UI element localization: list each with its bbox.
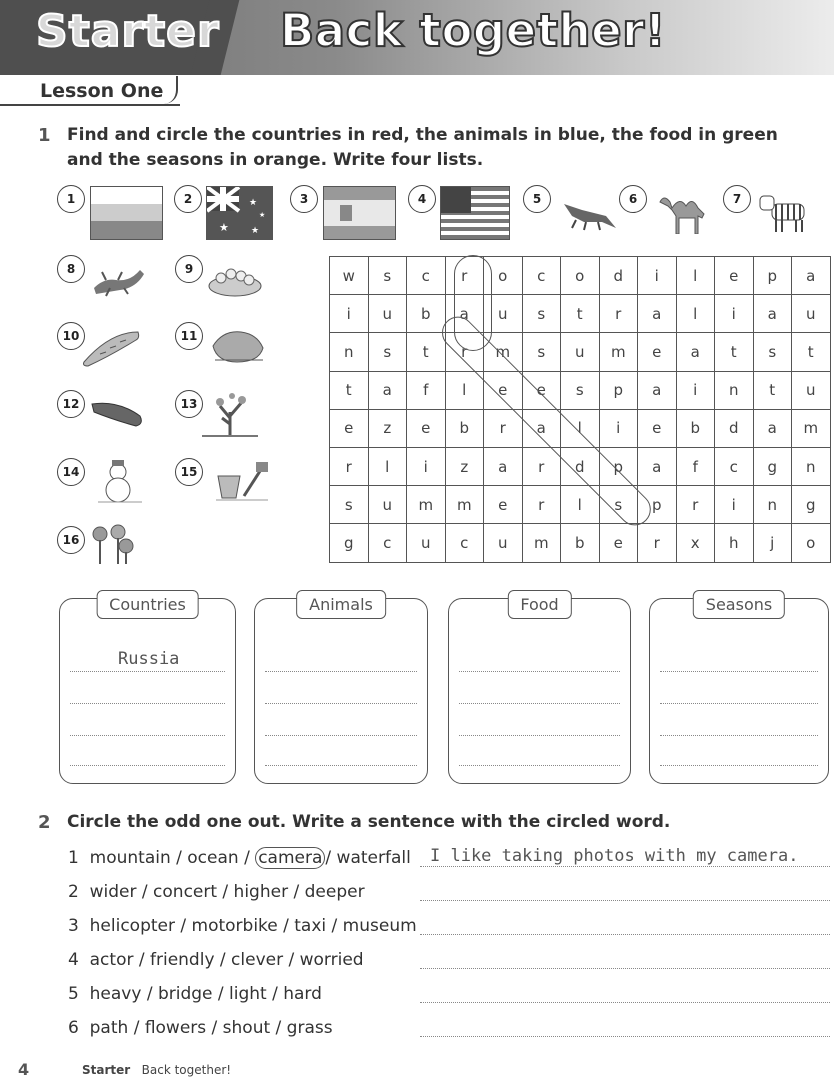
grid-letter[interactable]: e bbox=[599, 524, 638, 562]
grid-letter[interactable]: m bbox=[792, 409, 831, 447]
item-number: 16 bbox=[57, 526, 85, 554]
camel-icon bbox=[656, 188, 712, 238]
item-number: 1 bbox=[68, 848, 79, 868]
grid-letter[interactable]: x bbox=[676, 524, 715, 562]
grid-letter[interactable]: u bbox=[484, 295, 523, 333]
grid-letter[interactable]: a bbox=[445, 295, 484, 333]
grid-letter[interactable]: t bbox=[561, 295, 600, 333]
svg-text:★: ★ bbox=[219, 221, 229, 234]
item-number: 9 bbox=[175, 255, 203, 283]
answer-line[interactable] bbox=[265, 765, 417, 766]
grid-letter[interactable]: n bbox=[715, 371, 754, 409]
beach-bucket-icon bbox=[214, 458, 270, 508]
unit-label: Starter bbox=[36, 6, 220, 57]
food-box bbox=[448, 595, 631, 784]
item-number: 7 bbox=[723, 185, 751, 213]
grid-letter[interactable]: l bbox=[368, 447, 407, 485]
grid-letter[interactable]: i bbox=[599, 409, 638, 447]
q2-item-4 bbox=[68, 950, 364, 970]
grid-letter[interactable]: s bbox=[753, 333, 792, 371]
grid-letter[interactable]: j bbox=[753, 524, 792, 562]
grid-letter[interactable]: d bbox=[599, 257, 638, 295]
item-words: actor / friendly / clever / worried bbox=[89, 950, 364, 970]
q2-item-1 bbox=[68, 848, 411, 868]
grid-letter[interactable]: r bbox=[484, 409, 523, 447]
answer-line[interactable] bbox=[420, 968, 830, 969]
grid-letter[interactable]: l bbox=[445, 371, 484, 409]
grid-letter[interactable]: b bbox=[676, 409, 715, 447]
grid-row bbox=[330, 371, 831, 409]
answer-line[interactable] bbox=[420, 866, 830, 867]
circled-word: camera bbox=[255, 847, 325, 869]
item-number: 5 bbox=[523, 185, 551, 213]
item-words-end: / waterfall bbox=[325, 848, 411, 868]
grid-letter[interactable]: s bbox=[522, 295, 561, 333]
answer-line[interactable] bbox=[660, 735, 818, 736]
page-title: Back together! bbox=[280, 4, 666, 57]
answer-line[interactable] bbox=[660, 703, 818, 704]
grid-letter[interactable]: u bbox=[368, 295, 407, 333]
item-number: 13 bbox=[175, 390, 203, 418]
grid-letter[interactable]: z bbox=[445, 447, 484, 485]
russia-flag-icon bbox=[90, 186, 163, 240]
grid-letter[interactable]: c bbox=[368, 524, 407, 562]
grid-letter[interactable]: h bbox=[715, 524, 754, 562]
svg-text:★: ★ bbox=[249, 198, 258, 208]
item-number: 12 bbox=[57, 390, 85, 418]
answer-line[interactable] bbox=[459, 765, 620, 766]
grid-letter[interactable]: t bbox=[407, 333, 446, 371]
grid-letter[interactable]: p bbox=[599, 371, 638, 409]
grid-letter[interactable]: s bbox=[368, 257, 407, 295]
answer-line[interactable] bbox=[459, 671, 620, 672]
grid-letter[interactable]: l bbox=[676, 257, 715, 295]
q2-item-3 bbox=[68, 916, 417, 936]
item-words: mountain / ocean / bbox=[89, 848, 256, 868]
grid-letter[interactable]: b bbox=[407, 295, 446, 333]
grid-letter[interactable]: t bbox=[792, 333, 831, 371]
grid-letter[interactable]: i bbox=[715, 486, 754, 524]
grid-letter[interactable]: o bbox=[561, 257, 600, 295]
page-number: 4 bbox=[18, 1060, 30, 1079]
lizard-icon bbox=[90, 258, 148, 304]
item-number: 6 bbox=[619, 185, 647, 213]
grid-letter[interactable]: a bbox=[753, 409, 792, 447]
grid-letter[interactable]: b bbox=[561, 524, 600, 562]
grid-row bbox=[330, 295, 831, 333]
grid-letter[interactable]: r bbox=[676, 486, 715, 524]
seasons-box bbox=[649, 595, 829, 784]
grid-letter[interactable]: p bbox=[599, 447, 638, 485]
grid-letter[interactable]: a bbox=[753, 295, 792, 333]
grid-letter[interactable]: a bbox=[484, 447, 523, 485]
grid-letter[interactable]: g bbox=[330, 524, 369, 562]
grid-letter[interactable]: z bbox=[368, 409, 407, 447]
grid-letter[interactable]: w bbox=[330, 257, 369, 295]
box-title: Food bbox=[507, 590, 571, 619]
answer-line[interactable] bbox=[660, 671, 818, 672]
bread-icon bbox=[80, 326, 142, 372]
grid-letter[interactable]: o bbox=[792, 524, 831, 562]
grid-letter[interactable]: s bbox=[522, 333, 561, 371]
crocodile-icon bbox=[562, 192, 618, 236]
answer-line[interactable] bbox=[265, 703, 417, 704]
grid-letter[interactable]: c bbox=[407, 257, 446, 295]
item-number: 2 bbox=[174, 185, 202, 213]
grid-letter[interactable]: a bbox=[638, 295, 677, 333]
answer-line[interactable] bbox=[660, 765, 818, 766]
answer-line[interactable] bbox=[420, 900, 830, 901]
grid-letter[interactable]: p bbox=[638, 486, 677, 524]
grid-letter[interactable]: r bbox=[330, 447, 369, 485]
grid-letter[interactable]: u bbox=[484, 524, 523, 562]
grid-letter[interactable]: u bbox=[792, 371, 831, 409]
animals-box bbox=[254, 595, 428, 784]
answer-line[interactable] bbox=[70, 765, 225, 766]
answer-line[interactable] bbox=[459, 703, 620, 704]
item-words: helicopter / motorbike / taxi / museum bbox=[89, 916, 417, 936]
grid-letter[interactable]: i bbox=[330, 295, 369, 333]
example-sentence: I like taking photos with my camera. bbox=[430, 846, 799, 866]
item-number: 3 bbox=[290, 185, 318, 213]
footer-unit: Starter bbox=[82, 1063, 131, 1077]
grid-letter[interactable]: d bbox=[561, 447, 600, 485]
answer-line[interactable] bbox=[265, 735, 417, 736]
q2-item-5 bbox=[68, 984, 322, 1004]
item-words: wider / concert / higher / deeper bbox=[89, 882, 365, 902]
grid-letter[interactable]: s bbox=[330, 486, 369, 524]
answer-line[interactable] bbox=[459, 735, 620, 736]
answer-line[interactable] bbox=[420, 1036, 830, 1037]
answer-line[interactable] bbox=[265, 671, 417, 672]
grid-letter[interactable]: i bbox=[407, 447, 446, 485]
grid-letter[interactable]: s bbox=[561, 371, 600, 409]
question-1-instruction bbox=[67, 123, 778, 173]
zebra-icon bbox=[758, 190, 814, 240]
grid-letter[interactable]: l bbox=[561, 486, 600, 524]
grid-letter[interactable]: t bbox=[330, 371, 369, 409]
grid-letter[interactable]: r bbox=[445, 257, 484, 295]
grid-letter[interactable]: a bbox=[676, 333, 715, 371]
grid-letter[interactable]: n bbox=[330, 333, 369, 371]
countries-box bbox=[59, 595, 236, 784]
grid-letter[interactable]: a bbox=[368, 371, 407, 409]
question-1-line-2: and the seasons in orange. Write four lists. bbox=[67, 150, 484, 170]
answer-line[interactable] bbox=[420, 934, 830, 935]
grid-letter[interactable]: u bbox=[407, 524, 446, 562]
lesson-underline bbox=[0, 104, 180, 106]
item-number: 4 bbox=[68, 950, 79, 970]
grid-letter[interactable]: e bbox=[522, 371, 561, 409]
grid-letter[interactable]: e bbox=[330, 409, 369, 447]
grid-letter[interactable]: c bbox=[522, 257, 561, 295]
grid-letter[interactable]: n bbox=[792, 447, 831, 485]
grid-row bbox=[330, 333, 831, 371]
grid-letter[interactable]: o bbox=[484, 257, 523, 295]
grid-row bbox=[330, 524, 831, 562]
box-title: Countries bbox=[96, 590, 199, 619]
grid-letter[interactable]: u bbox=[561, 333, 600, 371]
cucumber-icon bbox=[90, 394, 146, 434]
grid-letter[interactable]: e bbox=[638, 409, 677, 447]
australia-flag-icon bbox=[206, 186, 273, 240]
question-1-line-1: Find and circle the countries in red, the animals in blue, the food in green bbox=[67, 125, 778, 145]
grid-letter[interactable]: u bbox=[792, 295, 831, 333]
flowers-icon bbox=[90, 524, 136, 572]
grid-letter[interactable]: i bbox=[676, 371, 715, 409]
grid-letter[interactable]: r bbox=[522, 447, 561, 485]
grid-letter[interactable]: m bbox=[522, 524, 561, 562]
grid-letter[interactable]: t bbox=[715, 333, 754, 371]
svg-text:★: ★ bbox=[259, 211, 266, 219]
item-number: 3 bbox=[68, 916, 79, 936]
snowman-icon bbox=[96, 458, 144, 508]
grid-letter[interactable]: i bbox=[638, 257, 677, 295]
grid-letter[interactable]: f bbox=[407, 371, 446, 409]
grid-letter[interactable]: s bbox=[368, 333, 407, 371]
grid-letter[interactable]: m bbox=[484, 333, 523, 371]
question-2-number: 2 bbox=[38, 812, 51, 833]
grid-letter[interactable]: c bbox=[445, 524, 484, 562]
grid-letter[interactable]: u bbox=[368, 486, 407, 524]
grid-letter[interactable]: e bbox=[715, 257, 754, 295]
grid-letter[interactable]: d bbox=[715, 409, 754, 447]
grid-letter[interactable]: r bbox=[522, 486, 561, 524]
footer-title: Back together! bbox=[141, 1063, 232, 1077]
svg-text:★: ★ bbox=[251, 226, 260, 236]
answer-line[interactable] bbox=[70, 735, 225, 736]
box-title: Animals bbox=[296, 590, 386, 619]
grid-letter[interactable]: g bbox=[792, 486, 831, 524]
grid-letter[interactable]: m bbox=[599, 333, 638, 371]
grid-letter[interactable]: r bbox=[638, 524, 677, 562]
grid-letter[interactable]: e bbox=[407, 409, 446, 447]
item-number: 5 bbox=[68, 984, 79, 1004]
grid-row bbox=[330, 257, 831, 295]
question-1-number: 1 bbox=[38, 125, 51, 146]
item-number: 15 bbox=[175, 458, 203, 486]
box-example-answer: Russia bbox=[118, 649, 180, 669]
grid-letter[interactable]: s bbox=[599, 486, 638, 524]
question-2-instruction: Circle the odd one out. Write a sentence with the circled word. bbox=[67, 812, 671, 832]
item-number: 14 bbox=[57, 458, 85, 486]
word-search-grid bbox=[329, 256, 831, 563]
spain-flag-icon bbox=[323, 186, 396, 240]
grid-letter[interactable]: a bbox=[638, 447, 677, 485]
answer-line[interactable] bbox=[420, 1002, 830, 1003]
usa-flag-icon bbox=[440, 186, 510, 240]
grid-letter[interactable]: n bbox=[753, 486, 792, 524]
grid-letter[interactable]: i bbox=[715, 295, 754, 333]
item-words: heavy / bridge / light / hard bbox=[89, 984, 322, 1004]
box-title: Seasons bbox=[693, 590, 785, 619]
grid-letter[interactable]: c bbox=[715, 447, 754, 485]
grid-letter[interactable]: m bbox=[445, 486, 484, 524]
grid-letter[interactable]: e bbox=[638, 333, 677, 371]
grid-letter[interactable]: p bbox=[753, 257, 792, 295]
grid-letter[interactable]: t bbox=[753, 371, 792, 409]
grid-letter[interactable]: a bbox=[638, 371, 677, 409]
grid-letter[interactable]: l bbox=[676, 295, 715, 333]
grid-letter[interactable]: r bbox=[445, 333, 484, 371]
answer-line[interactable] bbox=[70, 703, 225, 704]
item-number: 1 bbox=[57, 185, 85, 213]
item-words: path / flowers / shout / grass bbox=[89, 1018, 333, 1038]
grid-letter[interactable]: m bbox=[407, 486, 446, 524]
grid-letter[interactable]: e bbox=[484, 486, 523, 524]
item-number: 6 bbox=[68, 1018, 79, 1038]
item-number: 2 bbox=[68, 882, 79, 902]
grid-letter[interactable]: e bbox=[484, 371, 523, 409]
item-number: 8 bbox=[57, 255, 85, 283]
item-number: 10 bbox=[57, 322, 85, 350]
item-number: 11 bbox=[175, 322, 203, 350]
item-number: 4 bbox=[408, 185, 436, 213]
grid-letter[interactable]: g bbox=[753, 447, 792, 485]
grid-letter[interactable]: b bbox=[445, 409, 484, 447]
q2-item-2 bbox=[68, 882, 365, 902]
grid-letter[interactable]: f bbox=[676, 447, 715, 485]
meat-icon bbox=[207, 326, 269, 374]
answer-line[interactable] bbox=[70, 671, 225, 672]
grid-row bbox=[330, 486, 831, 524]
grid-letter[interactable]: r bbox=[599, 295, 638, 333]
grid-letter[interactable]: a bbox=[522, 409, 561, 447]
q2-item-6 bbox=[68, 1018, 333, 1038]
grid-letter[interactable]: l bbox=[561, 409, 600, 447]
footer-text bbox=[82, 1063, 231, 1077]
popcorn-icon bbox=[207, 260, 263, 304]
lesson-label: Lesson One bbox=[40, 80, 164, 102]
autumn-tree-icon bbox=[200, 388, 260, 442]
grid-letter[interactable]: a bbox=[792, 257, 831, 295]
